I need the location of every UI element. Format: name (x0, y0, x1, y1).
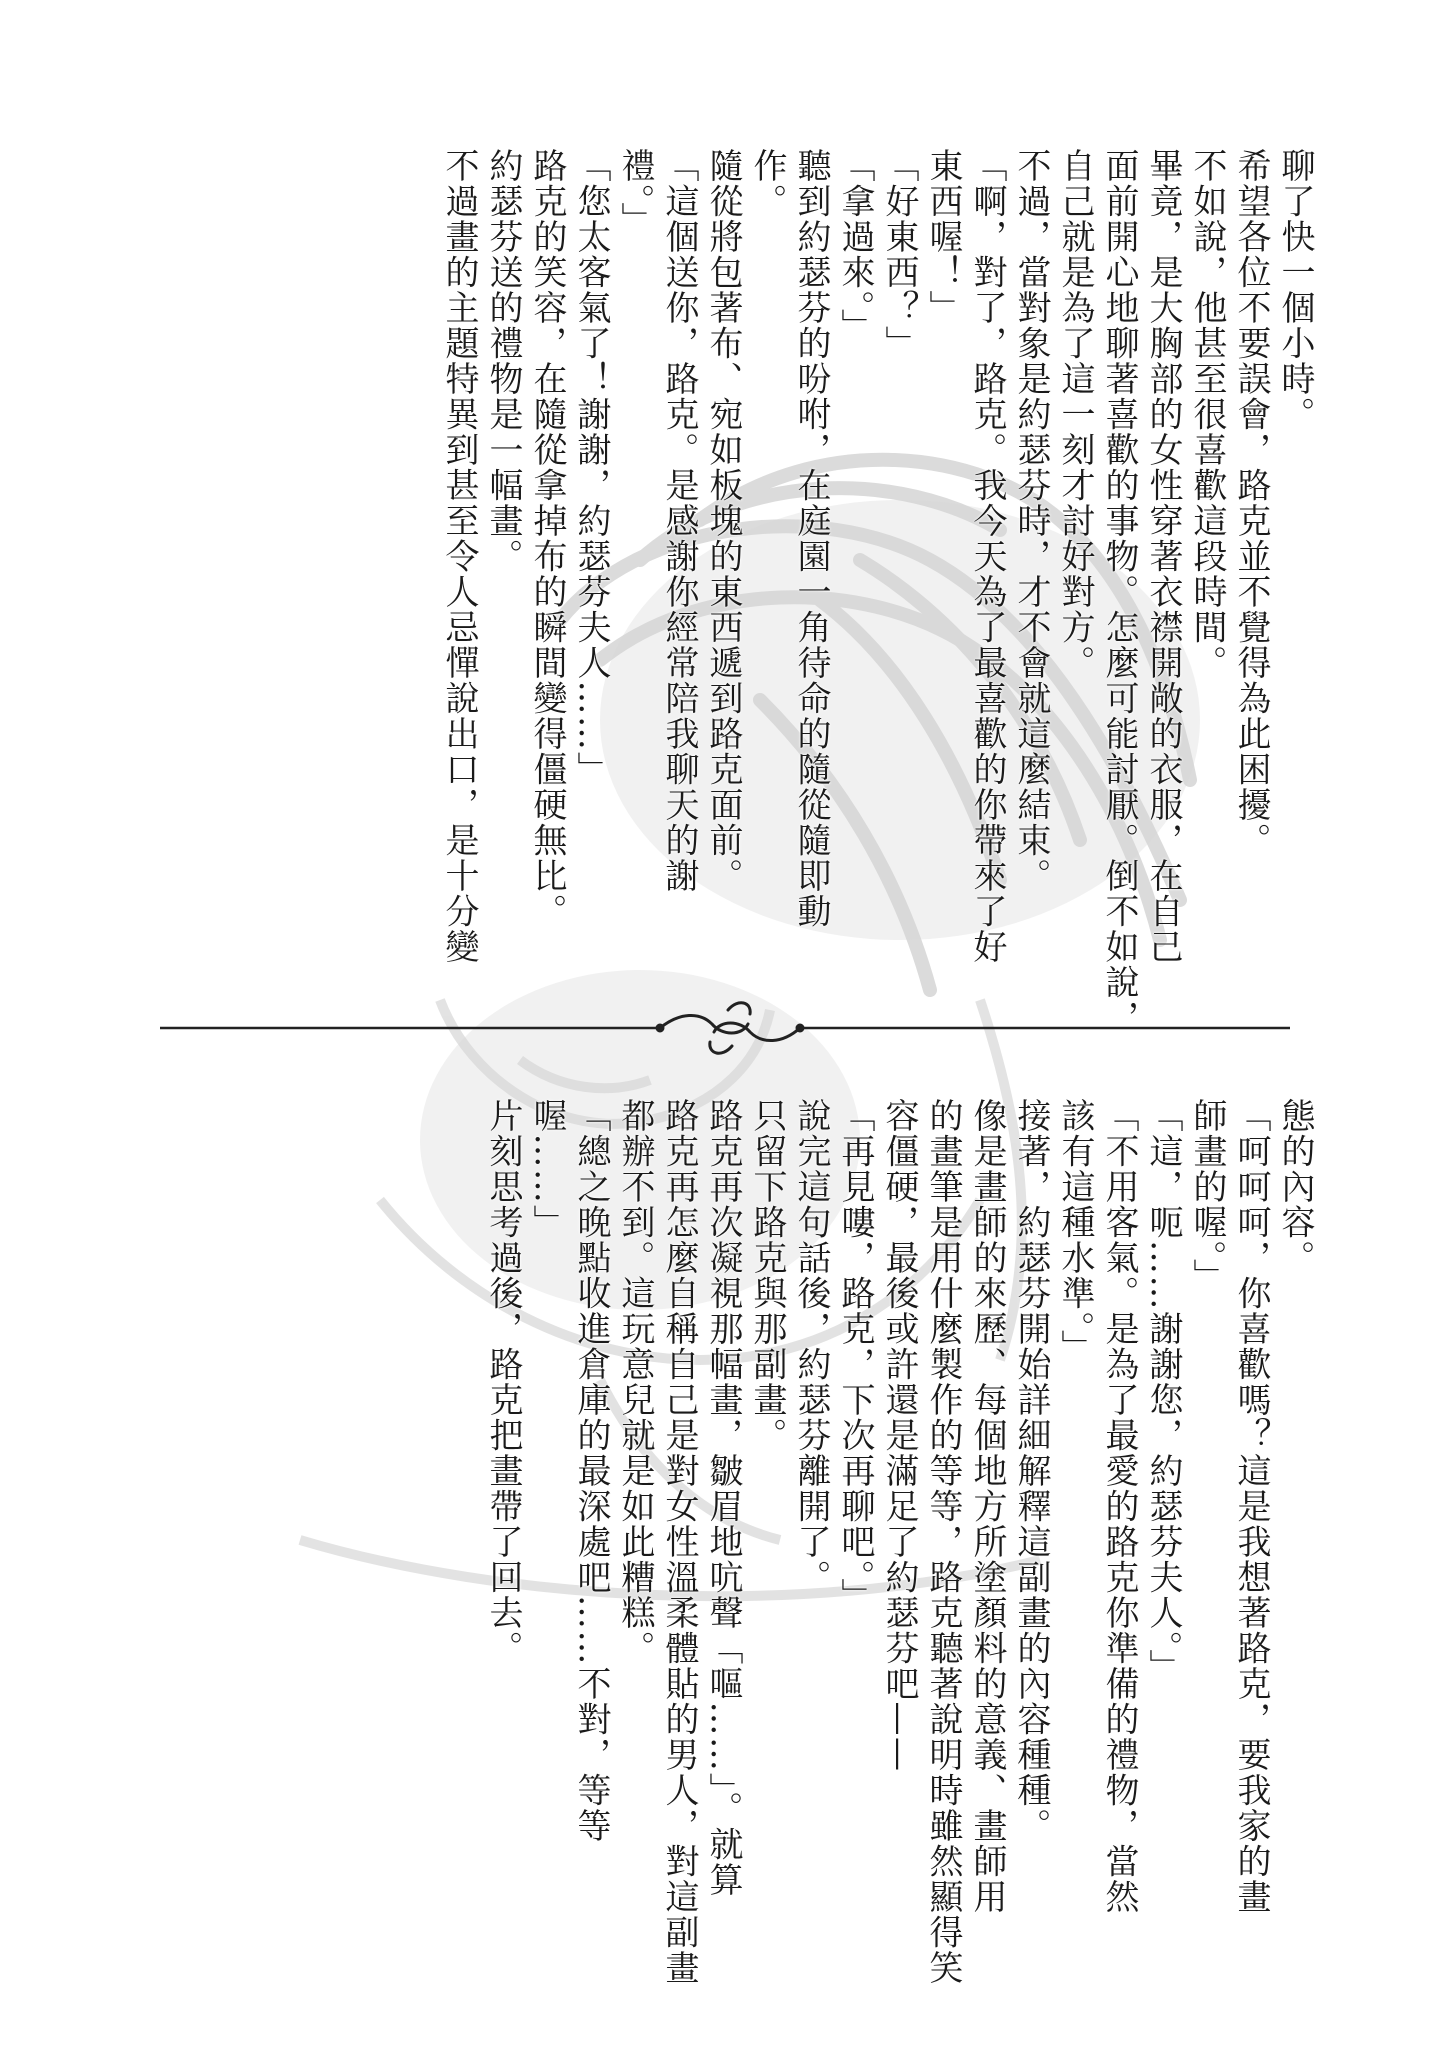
text-column: 作。 (747, 148, 787, 219)
text-column: 容僵硬，最後或許還是滿足了約瑟芬吧—— (879, 1098, 919, 1773)
text-column: 只留下路克與那副畫。 (747, 1098, 787, 1453)
text-column: 路克再次凝視那幅畫，皺眉地吭聲「嘔……」。就算 (703, 1098, 743, 1898)
text-column: 禮。」 (615, 148, 655, 238)
text-column: 的畫筆是用什麼製作的等等，路克聽著說明時雖然顯得笑 (923, 1098, 963, 1986)
text-column: 都辦不到。這玩意兒就是如此糟糕。 (615, 1098, 655, 1666)
text-column: 不過畫的主題特異到甚至令人忌憚說出口，是十分變 (439, 148, 479, 965)
text-column: 約瑟芬送的禮物是一幅畫。 (483, 148, 523, 574)
text-column: 希望各位不要誤會，路克並不覺得為此困擾。 (1231, 148, 1271, 858)
text-column: 路克再怎麼自稱自己是對女性溫柔體貼的男人，對這副畫 (659, 1098, 699, 1986)
text-column: 「再見嘍，路克，下次再聊吧。」 (835, 1098, 875, 1614)
text-column: 東西喔！」 (923, 148, 963, 326)
upper-text-block (437, 148, 1317, 1036)
text-column: 像是畫師的來歷、每個地方所塗顏料的意義、畫師用 (967, 1098, 1007, 1915)
text-column: 隨從將包著布、宛如板塊的東西遞到路克面前。 (703, 148, 743, 894)
lower-text-block (481, 1098, 1317, 1986)
text-column: 片刻思考過後，路克把畫帶了回去。 (483, 1098, 523, 1666)
text-column: 畢竟，是大胸部的女性穿著衣襟開敞的衣服，在自己 (1143, 148, 1183, 965)
text-column: 喔……」 (527, 1098, 567, 1240)
text-column: 不如說，他甚至很喜歡這段時間。 (1187, 148, 1227, 681)
text-column: 接著，約瑟芬開始詳細解釋這副畫的內容種種。 (1011, 1098, 1051, 1844)
text-column: 師畫的喔。」 (1187, 1098, 1227, 1294)
text-column: 態的內容。 (1275, 1098, 1315, 1276)
text-column: 「好東西？」 (879, 148, 919, 361)
text-column: 聊了快一個小時。 (1275, 148, 1315, 432)
text-column: 「拿過來。」 (835, 148, 875, 344)
text-column: 自己就是為了這一刻才討好對方。 (1055, 148, 1095, 681)
text-column: 「不用客氣。是為了最愛的路克你準備的禮物，當然 (1099, 1098, 1139, 1915)
text-column: 該有這種水準。」 (1055, 1098, 1095, 1365)
text-column: 「這個送你，路克。是感謝你經常陪我聊天的謝 (659, 148, 699, 894)
text-column: 「啊，對了，路克。我今天為了最喜歡的你帶來了好 (967, 148, 1007, 965)
text-column: 聽到約瑟芬的吩咐，在庭園一角待命的隨從隨即動 (791, 148, 831, 929)
text-column: 說完這句話後，約瑟芬離開了。 (791, 1098, 831, 1595)
text-column: 不過，當對象是約瑟芬時，才不會就這麼結束。 (1011, 148, 1051, 894)
text-column: 路克的笑容，在隨從拿掉布的瞬間變得僵硬無比。 (527, 148, 567, 929)
text-column: 「總之晚點收進倉庫的最深處吧……不對，等等 (571, 1098, 611, 1844)
text-column: 「呵呵呵，你喜歡嗎？這是我想著路克，要我家的畫 (1231, 1098, 1271, 1915)
text-column: 「這，呃……謝謝您，約瑟芬夫人。」 (1143, 1098, 1183, 1685)
text-column: 「您太客氣了！謝謝，約瑟芬夫人……」 (571, 148, 611, 787)
text-column: 面前開心地聊著喜歡的事物。怎麼可能討厭。倒不如說， (1099, 148, 1139, 1036)
